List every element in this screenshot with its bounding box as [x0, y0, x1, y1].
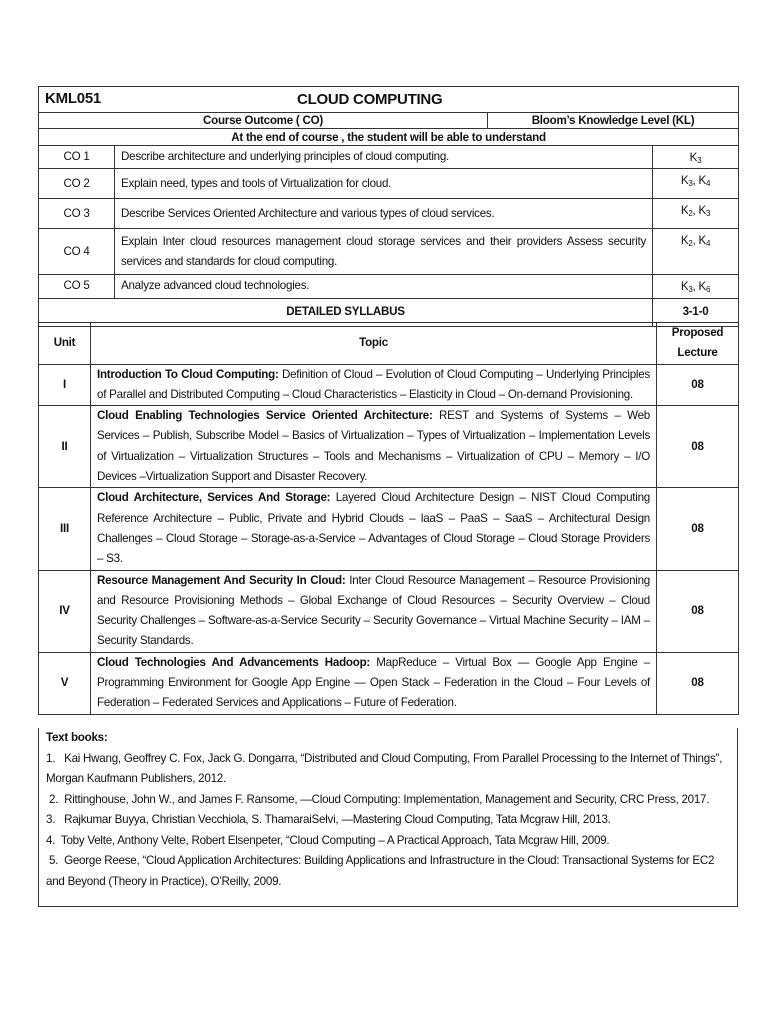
unit-body: Inter Cloud Resource Management – Resource Provisioning and Resource Provisioning Methods – Global Exchange of Cloud Resources – Security Overview – Cloud Security Challenges – Software-as-a-Service Security – Security Governance – Virtual Machine Security – IAM – Security Standards.	[97, 573, 650, 648]
unit-topic	[91, 406, 657, 488]
course-title: CLOUD COMPUTING	[297, 91, 443, 108]
unit-topic	[91, 652, 657, 714]
unit-lectures: 08	[657, 364, 739, 406]
co-row	[39, 275, 739, 298]
textbooks-section	[38, 728, 738, 907]
co-description: Describe Services Oriented Architecture and various types of cloud services.	[115, 199, 653, 229]
kl-level: $K_3$	[698, 204, 711, 219]
unit-number: IV	[39, 570, 91, 652]
co-description: Explain need, types and tools of Virtualization for cloud.	[115, 169, 653, 199]
lecture-column-header: Proposed Lecture	[657, 323, 739, 365]
unit-number: I	[39, 364, 91, 406]
unit-row	[39, 406, 739, 488]
kl-level: $K_3$	[689, 151, 702, 165]
co-id: CO 3	[39, 199, 115, 229]
detailed-syllabus-label: DETAILED SYLLABUS	[39, 298, 653, 326]
unit-heading: Resource Management And Security In Cloud:	[97, 573, 346, 587]
co-description: Analyze advanced cloud technologies.	[115, 275, 653, 298]
unit-topic	[91, 364, 657, 406]
co-id: CO 4	[39, 229, 115, 275]
co-kl: $K_2$, $K_4$	[653, 229, 739, 275]
unit-body: Definition of Cloud – Evolution of Cloud Computing – Underlying Principles of Parallel and Distributed Computing – Cloud Characteristics – Elasticity in Cloud – On-demand Provisioning.	[97, 367, 650, 401]
co-kl: $K_3$, $K_6$	[653, 275, 739, 298]
unit-number: II	[39, 406, 91, 488]
topic-column-header: Topic	[91, 323, 657, 365]
unit-lectures: 08	[657, 652, 739, 714]
co-description: Explain Inter cloud resources management cloud storage services and their providers Assess security services and standards for cloud computing.	[115, 229, 653, 275]
course-code: KML051	[45, 90, 102, 108]
unit-row	[39, 570, 739, 652]
co-row	[39, 146, 739, 169]
co-id: CO 2	[39, 169, 115, 199]
unit-lectures: 08	[657, 570, 739, 652]
co-kl: $K_3$, $K_4$	[653, 169, 739, 199]
textbook-item: 2. Rittinghouse, John W., and James F. Ransome, ―Cloud Computing: Implementation, Management and Security, CRC Press, 2017.	[46, 792, 710, 806]
unit-heading: Introduction To Cloud Computing:	[97, 367, 279, 381]
textbooks-heading: Text books:	[46, 731, 108, 744]
unit-row	[39, 488, 739, 570]
unit-topic	[91, 488, 657, 570]
unit-lectures: 08	[657, 406, 739, 488]
syllabus-table	[38, 322, 739, 715]
kl-column-header: Bloom’s Knowledge Level (KL)	[531, 114, 695, 127]
unit-body: MapReduce – Virtual Box — Google App Engine – Programming Environment for Google App Engine — Open Stack – Federation in the Cloud – Four Levels of Federation – Federated Services and Applications – Future of Federation.	[97, 655, 650, 710]
textbook-item: 1. Kai Hwang, Geoffrey C. Fox, Jack G. Dongarra, “Distributed and Cloud Computing, From Parallel Processing to the Internet of Things”, Morgan Kaufmann Publishers, 2012.	[46, 751, 726, 785]
unit-heading: Cloud Enabling Technologies Service Oriented Architecture:	[97, 409, 433, 423]
kl-level: $K_4$	[698, 234, 711, 249]
unit-heading: Cloud Architecture, Services And Storage:	[97, 491, 331, 505]
kl-level: $K_4$	[698, 174, 711, 189]
co-column-header: Course Outcome ( CO)	[39, 113, 488, 128]
co-id: CO 5	[39, 275, 115, 298]
unit-body: REST and Systems of Systems – Web Services – Publish, Subscribe Model – Basics of Virtualization – Types of Virtualization – Implementation Levels of Virtualization – Virtualization Structures – Tools and Mechanisms – Virtualization of CPU – Memory – I/O Devices –Virtualization Support and Disaster Recovery.	[97, 409, 651, 484]
co-row	[39, 229, 739, 275]
textbook-item: 4. Toby Velte, Anthony Velte, Robert Elsenpeter, “Cloud Computing – A Practical Approach, Tata Mcgraw Hill, 2009.	[46, 833, 610, 847]
co-intro: At the end of course , the student will be able to understand	[39, 129, 739, 146]
co-description: Describe architecture and underlying principles of cloud computing.	[115, 146, 653, 169]
kl-level: $K_6$	[698, 280, 711, 295]
unit-row	[39, 364, 739, 406]
kl-level: $K_3$	[680, 280, 693, 295]
unit-column-header: Unit	[39, 323, 91, 365]
unit-body: Layered Cloud Architecture Design – NIST Cloud Computing Reference Architecture – Public, Private and Hybrid Clouds – laaS – PaaS – SaaS – Architectural Design Challenges – Cloud Storage – Storage-as-a-Service – Advantages of Cloud Storage – Cloud Storage Providers – S3.	[97, 491, 650, 566]
ltp-value: 3-1-0	[653, 298, 739, 326]
co-row	[39, 199, 739, 229]
co-kl	[653, 146, 739, 169]
co-header-row	[39, 113, 739, 129]
unit-number: V	[39, 652, 91, 714]
co-id: CO 1	[39, 146, 115, 169]
kl-level: $K_2$	[680, 234, 693, 249]
co-row	[39, 169, 739, 199]
kl-level: $K_3$	[680, 174, 693, 189]
textbook-item: 3. Rajkumar Buyya, Christian Vecchiola, S. ThamaraiSelvi, ―Mastering Cloud Computing, Tata Mcgraw Hill, 2013.	[46, 813, 611, 826]
unit-lectures: 08	[657, 488, 739, 570]
unit-topic	[91, 570, 657, 652]
unit-row	[39, 652, 739, 714]
unit-heading: Cloud Technologies And Advancements Hadoop:	[97, 655, 371, 669]
kl-level: $K_2$	[680, 204, 693, 219]
textbook-item: 5. George Reese, “Cloud Application Architectures: Building Applications and Infrastructure in the Cloud: Transactional Systems for EC2 and Beyond (Theory in Practice), O’Reilly, 2009.	[46, 854, 718, 888]
co-kl: $K_2$, $K_3$	[653, 199, 739, 229]
unit-number: III	[39, 488, 91, 570]
course-header	[39, 87, 739, 113]
course-outcome-table	[38, 86, 739, 327]
